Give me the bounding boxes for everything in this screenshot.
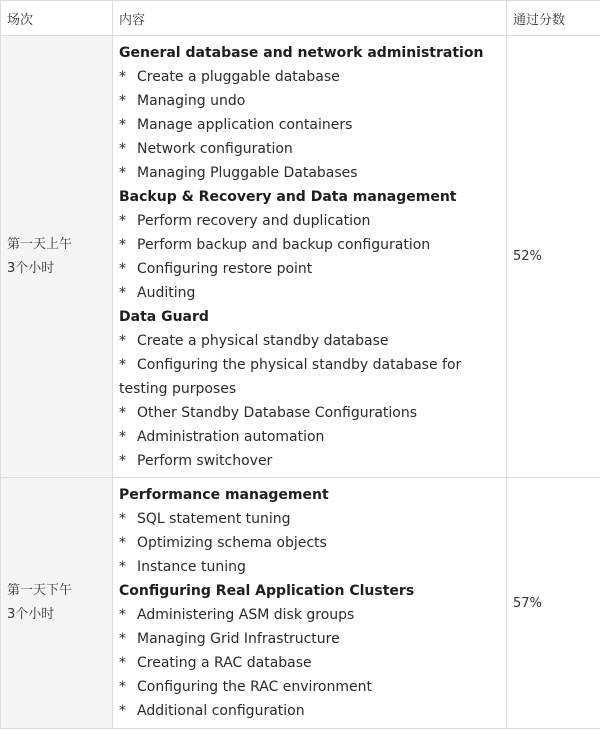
list-item: * Auditing: [119, 284, 196, 301]
table-row: [1, 36, 600, 478]
content-cell: [113, 478, 507, 729]
list-item: * Managing Pluggable Databases: [119, 164, 358, 181]
list-item: * Creating a RAC database: [119, 655, 312, 671]
header-score: 通过分数: [507, 1, 600, 36]
list-item: * Create a physical standby database: [119, 332, 389, 349]
section-title: Performance management: [119, 487, 329, 503]
section-title: Data Guard: [119, 308, 209, 325]
list-item: * Perform switchover: [119, 452, 273, 469]
section-title: Backup & Recovery and Data management: [119, 188, 457, 205]
section-title: General database and network administration: [119, 44, 484, 61]
list-item: * Network configuration: [119, 140, 293, 157]
session-cell: [1, 36, 113, 478]
list-item: * Managing undo: [119, 92, 246, 109]
list-item: * Other Standby Database Configurations: [119, 404, 418, 421]
list-item: * Administering ASM disk groups: [119, 607, 355, 623]
score-cell: 57%: [507, 478, 600, 729]
list-item: * Create a pluggable database: [119, 68, 340, 85]
list-item: * Additional configuration: [119, 703, 305, 719]
list-item: * Perform backup and backup configuration: [119, 236, 431, 253]
content-cell: [113, 36, 507, 478]
list-item: * Perform recovery and duplication: [119, 212, 371, 229]
list-item: * SQL statement tuning: [119, 511, 291, 527]
session-day: 第一天下午: [7, 583, 73, 598]
list-item: * Administration automation: [119, 428, 325, 445]
header-row: [1, 1, 600, 36]
session-duration: 3个小时: [7, 607, 55, 622]
list-item: * Manage application containers: [119, 116, 353, 133]
list-item: * Configuring restore point: [119, 260, 313, 277]
list-item: * Configuring the physical standby database for testing purposes: [119, 356, 462, 397]
session-cell: [1, 478, 113, 729]
list-item: * Instance tuning: [119, 559, 246, 575]
list-item: * Optimizing schema objects: [119, 535, 327, 551]
header-content: 内容: [113, 1, 507, 36]
session-duration: 3个小时: [7, 260, 55, 276]
list-item: * Configuring the RAC environment: [119, 679, 372, 695]
header-session: 场次: [1, 1, 113, 36]
session-day: 第一天上午: [7, 236, 73, 252]
table-row: [1, 478, 600, 729]
list-item: * Managing Grid Infrastructure: [119, 631, 340, 647]
score-cell: 52%: [507, 36, 600, 478]
section-title: Configuring Real Application Clusters: [119, 583, 415, 599]
